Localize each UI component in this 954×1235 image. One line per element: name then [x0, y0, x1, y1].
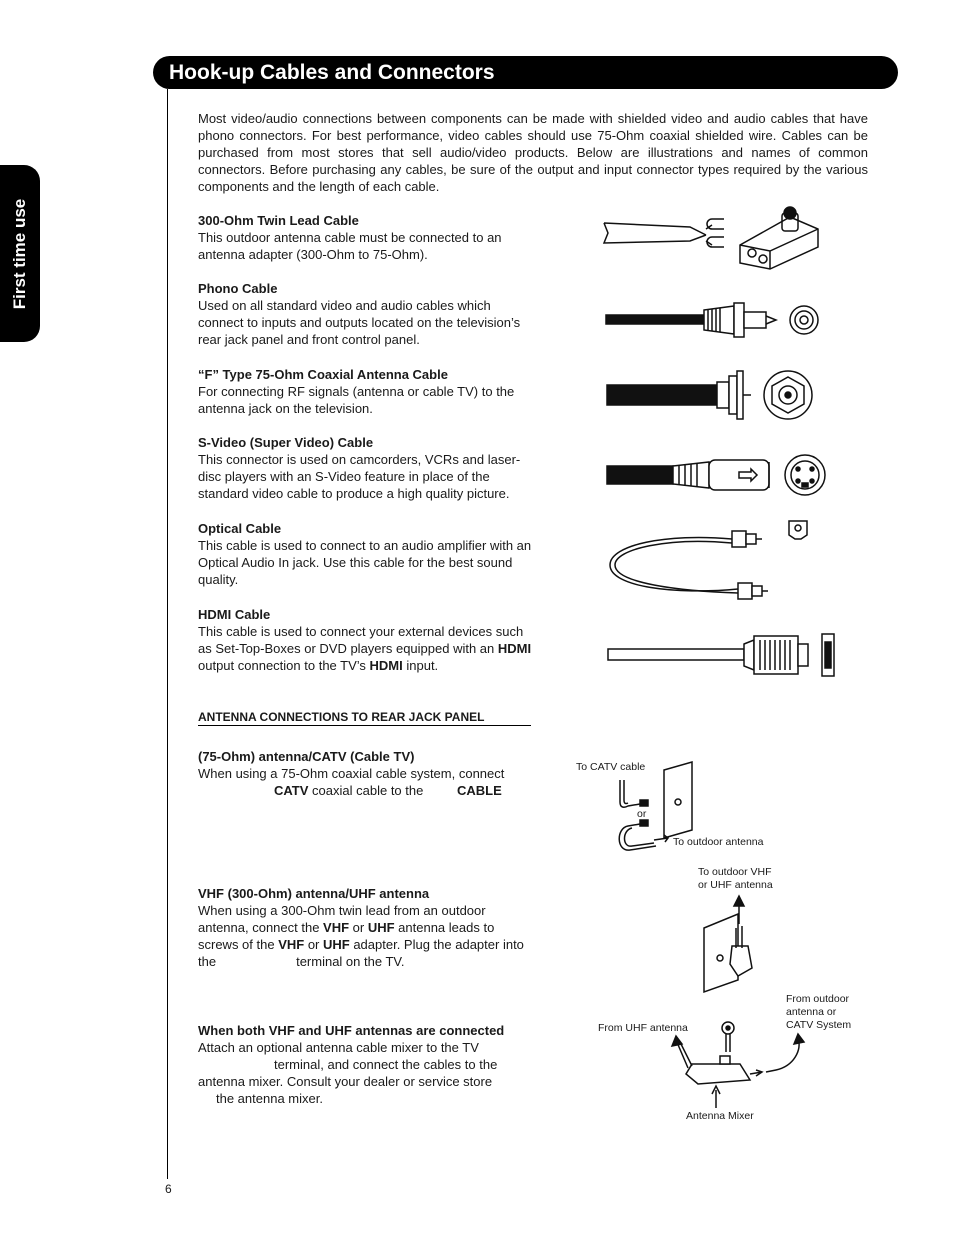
f-type-body: For connecting RF signals (antenna or cable TV) to the antenna jack on the television.: [198, 384, 515, 416]
section-tab-label: First time use: [10, 198, 29, 309]
intro-paragraph: Most video/audio connections between components can be made with shielded video and audio cables that have phono connectors. For best performance, video cables should use 75-Ohm coaxial shielded wire. Cables can be purchased from most stores that sell audio/video products. Below are illustrations and names of common connectors. Before purchasing any cables, be sure of the output and input connector types required by the various components and the length of each cable.: [198, 111, 868, 194]
both-title: When both VHF and UHF antennas are connected: [198, 1023, 505, 1038]
f-type-section: [198, 366, 533, 417]
label-from-uhf: From UHF antenna: [598, 1022, 688, 1034]
vhf-uhf-connection-diagram: [698, 864, 808, 996]
catv-bold-1: CATV: [274, 783, 309, 798]
hdmi-title: HDMI Cable: [198, 607, 271, 622]
twin-lead-body: This outdoor antenna cable must be connected to an antenna adapter (300-Ohm to 75-Ohm).: [198, 230, 502, 262]
twin-lead-illustration: [600, 205, 830, 275]
optical-body: This cable is used to connect to an audio amplifier with an Optical Audio In jack. Use this cable for the best sound quality.: [198, 538, 532, 587]
vhf-section: [198, 885, 533, 970]
vhf-p1: When using a 300-Ohm twin lead from an outdoor antenna, connect the: [198, 903, 486, 935]
page-number: 6: [165, 1182, 172, 1196]
hdmi-body-3: input.: [402, 658, 439, 673]
both-line-3: antenna mixer. Consult your dealer or service store: [198, 1074, 493, 1089]
vhf-p5: adapter. Plug the adapter into the: [198, 937, 524, 969]
vhf-b1: VHF: [323, 920, 350, 935]
vhf-b4: UHF: [323, 937, 350, 952]
hdmi-body-1: This cable is used to connect your external devices such as Set-Top-Boxes or DVD players equipped with an: [198, 624, 524, 656]
label-from-outdoor-3: CATV System: [786, 1019, 852, 1031]
catv-mid: coaxial cable to the: [308, 783, 427, 798]
label-to-outdoor-antenna: To outdoor antenna: [673, 836, 764, 848]
phono-section: [198, 280, 533, 348]
f-type-cable-illustration: [605, 368, 835, 422]
svideo-title: S-Video (Super Video) Cable: [198, 435, 374, 450]
phono-body: Used on all standard video and audio cables which connect to inputs and outputs located on the television’s rear jack panel and front control panel.: [198, 298, 521, 347]
svideo-body: This connector is used on camcorders, VCRs and laser-disc players with an S-Video feature in place of the standard video cable to produce a high quality picture.: [198, 452, 521, 501]
antenna-connections-heading: ANTENNA CONNECTIONS TO REAR JACK PANEL: [198, 710, 531, 726]
catv-connection-diagram: [576, 758, 786, 858]
hdmi-cable-illustration: [606, 632, 836, 680]
twin-lead-section: [198, 212, 533, 263]
vhf-p2: or: [349, 920, 368, 935]
label-antenna-mixer: Antenna Mixer: [686, 1110, 754, 1122]
label-from-outdoor-2: antenna or: [786, 1006, 837, 1018]
vhf-b3: VHF: [278, 937, 305, 952]
vhf-p6: terminal on the TV.: [296, 954, 405, 969]
label-to-outdoor-vhf-2: or UHF antenna: [698, 879, 773, 891]
hdmi-section: [198, 606, 533, 674]
margin-rule: [167, 89, 168, 1179]
vhf-p3: antenna leads to screws of the: [198, 920, 495, 952]
optical-title: Optical Cable: [198, 521, 282, 536]
hdmi-bold-1: HDMI: [497, 641, 532, 656]
catv-title: (75-Ohm) antenna/CATV (Cable TV): [198, 749, 415, 764]
catv-bold-2: CABLE: [456, 783, 502, 798]
phono-cable-illustration: [604, 298, 834, 342]
antenna-mixer-diagram: [598, 990, 868, 1125]
both-line-2: terminal, and connect the cables to the: [274, 1057, 498, 1072]
section-tab: [0, 165, 40, 342]
hdmi-bold-2: HDMI: [369, 658, 403, 673]
optical-cable-illustration: [606, 515, 821, 615]
vhf-p4: or: [304, 937, 323, 952]
both-antennas-section: [198, 1022, 518, 1107]
both-line-1: Attach an optional antenna cable mixer to the TV: [198, 1040, 479, 1055]
twin-lead-title: 300-Ohm Twin Lead Cable: [198, 213, 359, 228]
label-from-outdoor-1: From outdoor: [786, 993, 850, 1005]
catv-section: [198, 748, 533, 799]
f-type-title: “F” Type 75-Ohm Coaxial Antenna Cable: [198, 367, 448, 382]
both-line-4: the antenna mixer.: [216, 1091, 323, 1106]
phono-title: Phono Cable: [198, 281, 278, 296]
hdmi-body-2: output connection to the TV’s: [198, 658, 370, 673]
page-title: Hook-up Cables and Connectors: [153, 56, 898, 89]
label-or: or: [637, 808, 647, 820]
vhf-title: VHF (300-Ohm) antenna/UHF antenna: [198, 886, 430, 901]
optical-section: [198, 520, 533, 588]
vhf-b2: UHF: [367, 920, 395, 935]
svideo-cable-illustration: [605, 452, 835, 500]
label-to-catv-cable: To CATV cable: [576, 761, 646, 773]
label-to-outdoor-vhf-1: To outdoor VHF: [698, 866, 772, 878]
svideo-section: [198, 434, 533, 502]
catv-line-1: When using a 75-Ohm coaxial cable system, connect: [198, 766, 505, 781]
